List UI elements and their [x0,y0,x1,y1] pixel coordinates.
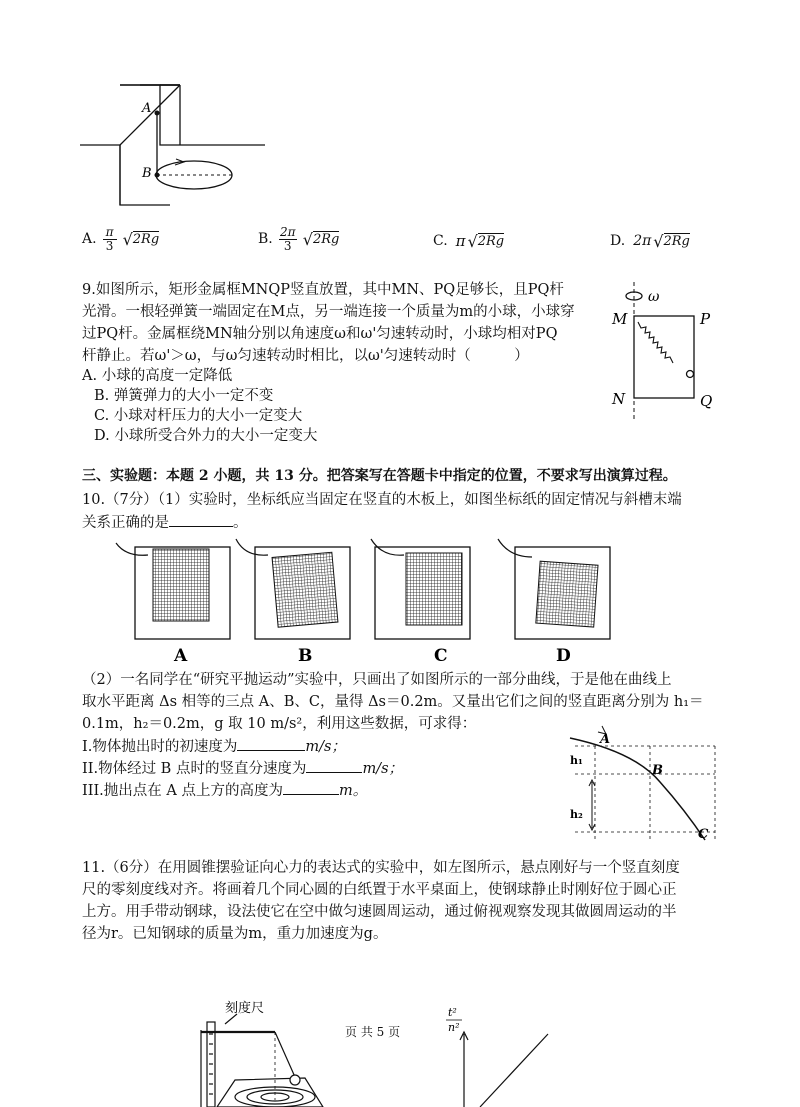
q9-line-1: 9.如图所示，矩形金属框MNQP竖直放置，其中MN、PQ足够长，且PQ杆 [82,282,564,298]
q11-axis-den: n² [448,1021,460,1034]
q11-graph-figure [440,1004,570,1107]
q10-line-2-pre: 关系正确的是 [82,515,169,531]
grid-figure-d [498,539,610,639]
fig9-label-p: P [700,310,711,328]
q9-line-3: 过PQ杆。金属框绕MN轴分别以角速度ω和ω'匀速转动时，小球均相对PQ [82,326,558,342]
q11-line-3: 上方。用手带动钢球，设法使它在空中做匀速圆周运动，通过俯视观察发现其做圆周运动的半 [82,904,677,920]
fig10-label-b: B [652,763,663,778]
q10-item-i-text: I.物体抛出时的初速度为 [82,739,238,755]
q9-line-2: 光滑。一根轻弹簧一端固定在M点，另一端连接一个质量为m的小球，小球穿 [82,304,575,320]
q10-part2-line-3: 0.1m，h₂＝0.2m，g 取 10 m/s²，利用这些数据，可求得： [82,716,477,732]
grid-label-d: D [556,646,571,666]
q11-line-1: 11.（6分）在用圆锥摆验证向心力的表达式的实验中，如左图所示，悬点刚好与一个竖直刻度 [82,860,680,876]
q11-apparatus-figure [195,1000,365,1107]
q8-b-num: 2π [279,224,296,239]
q8-c-radicand: 2Rg [477,234,505,249]
q8-option-d-letter: D. [610,233,626,249]
q8-option-c-letter: C. [433,233,448,249]
q9-option-a: A. 小球的高度一定降低 [82,368,233,384]
fig9-label-m: M [612,310,628,328]
fig8-label-b: B [142,166,152,181]
q8-d-radicand: 2Rg [663,234,690,249]
grid-figure-b [236,539,350,639]
q10-item-ii [82,758,403,779]
q10-line-1: 10.（7分）（1）实验时，坐标纸应当固定在竖直的木板上，如图坐标纸的固定情况与斜槽末端 [82,492,682,508]
q8-a-radicand: 2Rg [132,232,160,247]
fig10-label-h2: h₂ [570,808,583,821]
q10-answer-blank-ii[interactable] [306,758,362,773]
fig10-label-h1: h₁ [570,754,583,767]
q10-line-2-post: 。 [233,515,248,531]
q9-figure [610,282,730,422]
q10-item-ii-text: II.物体经过 B 点时的竖直分速度为 [82,761,307,777]
q9-option-b: B. 弹簧弹力的大小一定不变 [94,388,274,404]
q10-grid-figures [110,535,620,665]
q8-a-num: π [105,224,114,239]
fig8-label-a: A [142,101,152,116]
q8-option-b-letter: B. [258,231,273,247]
q8-a-den: 3 [105,238,114,253]
q10-part2-line-2: 取水平距离 Δs 相等的三点 A、B、C，量得 Δs＝0.2m。又量出它们之间的竖直距离分别为 h₁＝ [82,694,704,710]
q10-item-iii [82,780,367,801]
q8-option-d: D. 2π √ 2Rg [610,231,690,251]
q8-option-a-letter: A. [82,231,97,247]
q9-option-c: C. 小球对杆压力的大小一定变大 [94,408,303,424]
q8-option-a: A. π 3 √ 2Rg [82,224,160,253]
q11-line-4: 径为r。已知钢球的质量为m，重力加速度为g。 [82,926,388,942]
q8-b-radicand: 2Rg [312,232,340,247]
grid-figure-a [116,543,230,639]
q10-answer-blank-1[interactable] [169,512,233,527]
fig9-label-n: N [612,390,626,408]
q8-option-c: C. π √ 2Rg [433,231,505,251]
q11-line-2: 尺的零刻度线对齐。将画着几个同心圆的白纸置于水平桌面上，使钢球静止时刚好位于圆心正 [82,882,677,898]
fig9-label-q: Q [700,392,713,410]
section-3-heading: 三、实验题：本题 2 小题，共 13 分。把答案写在答题卡中指定的位置，不要求写出演算过程。 [82,468,677,484]
q10-part2-line-1: （2）一名同学在“研究平抛运动”实验中，只画出了如图所示的一部分曲线，于是他在曲线上 [82,672,672,688]
fig10-label-c: C [698,827,709,842]
q9-option-d: D. 小球所受合外力的大小一定变大 [94,428,318,444]
fig9-omega: ω [648,289,660,305]
q11-axis-num: t² [448,1006,457,1019]
q10-item-ii-unit: m/s； [362,761,404,777]
q10-answer-blank-iii[interactable] [283,780,339,795]
q10-line-2 [82,512,248,533]
q10-trajectory-figure [560,722,720,844]
q10-item-i-unit: m/s； [305,739,346,755]
q8-c-coef: π [455,232,466,250]
q8-option-b: B. 2π 3 √ 2Rg [258,224,340,253]
q10-item-iii-text: III.抛出点在 A 点上方的高度为 [82,783,283,799]
q8-figure [80,85,270,210]
page-footer: 页 共 5 页 [345,1025,401,1039]
grid-label-b: B [298,646,313,666]
q8-b-den: 3 [283,238,292,253]
q10-item-iii-unit: m。 [338,783,368,799]
grid-label-a: A [174,646,188,666]
grid-label-c: C [434,646,448,666]
q10-item-i [82,736,346,757]
grid-figure-c [371,539,470,639]
q9-line-4: 杆静止。若ω'＞ω，与ω匀速转动时相比，以ω'匀速转动时（ ） [82,348,529,364]
fig10-label-a: A [600,732,611,747]
q8-d-coef: 2π [633,233,652,249]
q10-answer-blank-i[interactable] [237,736,305,751]
q11-ruler-label: 刻度尺 [225,1001,265,1016]
